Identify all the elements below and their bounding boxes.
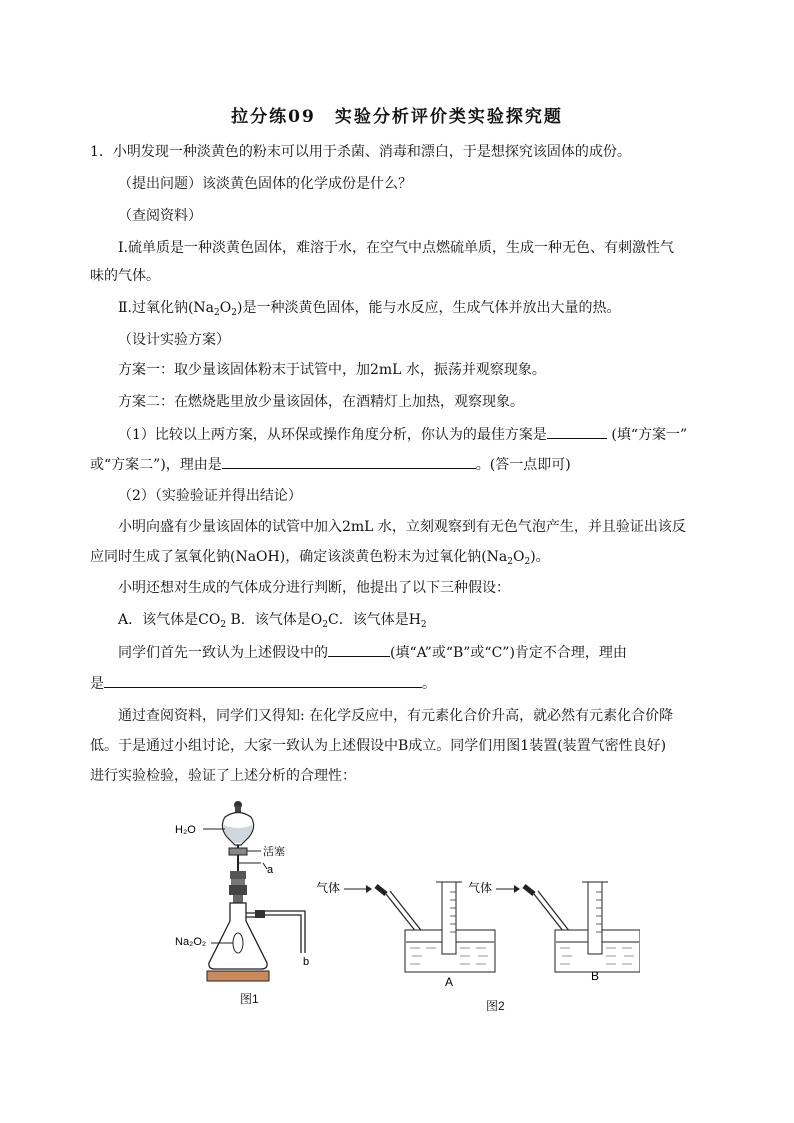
hypothesis-intro: 小明还想对生成的气体成分进行判断，他提出了以下三种假设： [118, 580, 510, 596]
hypotheses: A．该气体是$CO_2$ B．该气体是$O_2C$．该气体是$H_2$ [118, 612, 427, 630]
consensus-line-2: 是 。 [90, 673, 436, 694]
subquestion-2: （2）（实验验证并得出结论） [118, 488, 302, 504]
graduated-cylinder-a [442, 882, 456, 954]
verify-line-1: 小明向盛有少量该固体的试管中加入2mL 水，立刻观察到有无色气泡产生，并且验证出该反 [118, 519, 686, 535]
reference-1-line-2: 味的气体。 [90, 268, 160, 284]
plan-1: 方案一：取少量该固体粉末于试管中，加2mL 水，振荡并观察现象。 [118, 362, 546, 378]
figure-1-apparatus [175, 793, 325, 1013]
further-line-2: 低。于是通过小组讨论，大家一致认为上述假设中B成立。同学们用图1装置(装置气密性良好) [90, 738, 667, 754]
label-a: a [267, 864, 274, 876]
label-gas-b: 气体 [468, 881, 493, 895]
figure-2-caption: 图2 [486, 999, 505, 1013]
answer-blank-hypothesis-reason[interactable] [104, 673, 422, 688]
wooden-block [207, 971, 269, 981]
graduated-cylinder-b [588, 882, 602, 954]
reference-1-line-1: Ⅰ.硫单质是一种淡黄色固体，难溶于水，在空气中点燃硫单质，生成一种无色、有刺激性气 [118, 240, 674, 256]
reference-heading: （查阅资料） [118, 208, 202, 224]
subquestion-1-line-2: 或“方案二”)，理由是 。(答一点即可) [90, 454, 571, 475]
design-heading: （设计实验方案） [118, 332, 230, 348]
plan-2: 方案二：在燃烧匙里放少量该固体，在酒精灯上加热，观察现象。 [118, 394, 524, 410]
verify-line-2: 应同时生成了氢氧化钠(NaOH)，确定该淡黄色粉末为过氧化钠$(Na_2O_2)$。 [90, 549, 550, 567]
label-B: B [591, 969, 600, 983]
raise-question: （提出问题）该淡黄色固体的化学成份是什么？ [118, 176, 412, 192]
label-A: A [445, 975, 454, 989]
further-line-1: 通过查阅资料，同学们又得知: 在化学反应中，有元素化合价升高，就必然有元素化合价降 [118, 708, 674, 724]
subquestion-1-line-1: （1）比较以上两方案，从环保或操作角度分析，你认为的最佳方案是 (填“方案一” [118, 424, 687, 445]
label-na2o2: Na₂O₂ [175, 936, 207, 948]
answer-blank-best-plan[interactable] [547, 424, 607, 439]
label-stopcock: 活塞 [263, 846, 285, 858]
consensus-line-1: 同学们首先一致认为上述假设中的 (填“A”或“B”或“C”)肯定不合理，理由 [118, 642, 627, 663]
label-gas-a: 气体 [316, 881, 341, 895]
figure-1-caption: 图1 [240, 992, 259, 1006]
stopcock [229, 848, 247, 855]
further-line-3: 进行实验检验，验证了上述分析的合理性： [90, 768, 356, 784]
answer-blank-hypothesis[interactable] [328, 642, 390, 657]
figure-2-gas-collection [310, 872, 640, 992]
page-title: 拉分练09 实验分析评价类实验探究题 [231, 107, 563, 127]
answer-blank-reason[interactable] [222, 454, 476, 469]
question-intro: 1．小明发现一种淡黄色的粉末可以用于杀菌、消毒和漂白，于是想探究该固体的成份。 [90, 144, 631, 160]
label-h2o: H₂O [175, 824, 196, 836]
reference-2: Ⅱ.过氧化钠$(Na_2O_2)$是一种淡黄色固体，能与水反应，生成气体并放出大量的热。 [118, 300, 621, 318]
label-b: b [303, 956, 310, 968]
